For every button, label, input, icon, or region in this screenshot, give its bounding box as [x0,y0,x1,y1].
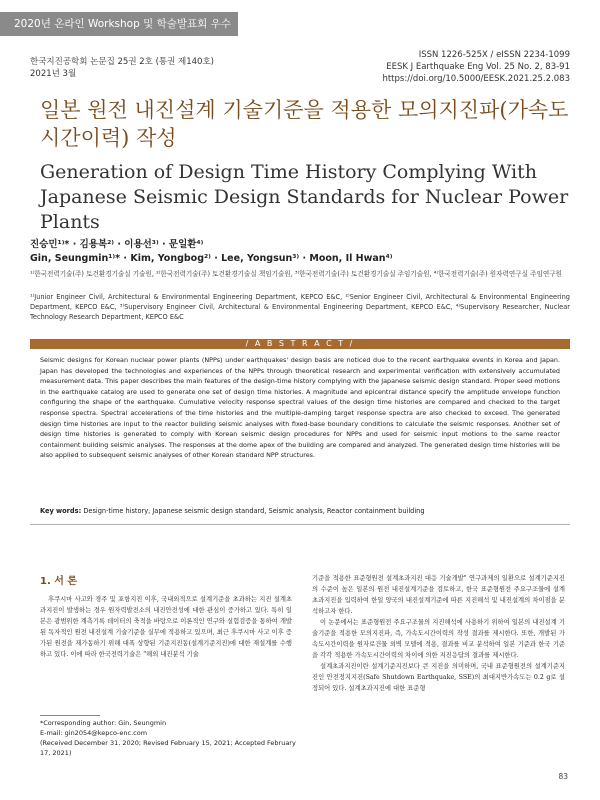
keywords [40,507,560,515]
keywords-list: Design-time history, Japanese seismic design standard, Seismic analysis, Reactor containment building [83,507,425,515]
journal-volume: EESK J Earthquake Eng Vol. 25 No. 2, 83-91 [386,62,570,72]
title-english: Generation of Design Time History Complying With Japanese Seismic Design Standards for Nuclear Power Plants [40,161,569,233]
journal-name-ko: 한국지진공학회 논문집 25권 2호 (통권 제140호) [30,57,214,67]
paragraph: 후쿠시마 사고와 경주 및 포항지진 이후, 국내외적으로 설계기준을 초과하는 지진 설계초과지진이 발생하는 경우 원자력발전소의 내진안전성에 대한 관심이 증가하고 있다. 특히 일본은 광범위한 계측기록 데이터의 축적을 바탕으로 이론적인 연구와 실험검증을 통하여 개발된 독자적인 원전 내진설계 기술기준을 실무에 적용하고 있으며, 최근 후쿠시마 사고 이후 증가된 원전을 재가동하기 위해 대폭 상향된 기준지진동(설계기준지진)에 대한 재설계를 수행하고 있다. 이에 따라 한국전력기술은 "해외 내진분석 기술 [40,596,292,658]
issn: ISSN 1226-525X / eISSN 2234-1099 [418,50,570,60]
body-column-right [312,573,565,694]
authors-korean: 진승민¹⁾* · 김용복²⁾ · 이용선³⁾ · 문일환⁴⁾ [30,239,204,250]
doi-link[interactable]: https://doi.org/10.5000/EESK.2021.25.2.083 [382,74,570,84]
journal-info-right [382,49,570,85]
paragraph: 이 논문에서는 표준형원전 주요구조물의 지진해석에 사용하기 위하여 일본의 내진설계 기술기준을 적용한 모의지진파, 즉, 가속도시간이력의 작성 결과를 제시한다. 또한, 개발된 가속도시간이력을 원자로건물 외벽 모델에 적용, 결과를 비교 분석하여 일본 기준과 한국 기준을 각각 적용한 가속도시간이력의 차이에 의한 지진응답의 결과를 제시한다. [312,619,565,659]
journal-date: 2021년 3월 [30,69,77,79]
corresponding-author: *Corresponding author: Gin, Seungmin [40,719,167,727]
paragraph: 기준을 적용한 표준형원전 설계초과지진 대응 기술개발" 연구과제의 일환으로 설계기준지진의 수준이 높은 일본의 원전 내진설계기준을 검토하고, 한국 표준형원전 주요구조물에 설계초과지진을 입력하여 한일 양국의 내진설계기준에 따른 지진해석 및 내진설계의 차이점을 분석하고자 한다. [312,575,565,615]
body-column-left [40,594,292,660]
authors-english: Gin, Seungmin¹⁾* · Kim, Yongbog²⁾ · Lee, Yongsun³⁾ · Moon, Il Hwan⁴⁾ [30,253,393,264]
affiliation-english: ¹⁾Junior Engineer Civil, Architectural & Environmental Engineering Department, KEPCO E&C, ²⁾Senior Engineer Civil, Architectural & Environmental Engineering Department, KEPCO E&C, ³⁾Supervisory Engineer Civil, Architectural & Environmental Engineering Department, KEPCO E&C, ⁴⁾Supervisory Researcher, Nuclear Technology Research Department, KEPCO E&C [30,293,570,321]
footnote-divider [40,715,100,716]
abstract-text: Seismic designs for Korean nuclear power plants (NPPs) under earthquakes' design basis are noticed due to the recent earthquake events in Korea and Japan. Japan has developed the technologies and experiences of the NPPs through theoretical research and experimental verification with extensively accumulated measurement data. This paper describes the main features of the design-time history complying with the Japanese seismic design standard. Proper seed motions in the earthquake catalog are used to generate one set of design time histories. A magnitude and epicentral distance specify the amplitude envelope function configuring the shape of the earthquake. Cumulative velocity response spectral values of the design time histories are compared and checked to the target response spectra. Spectral accelerations of the time histories and the multiple-damping target response spectra are also checked to exceed. The generated design time histories are input to the reactor building seismic analyses with fixed-base boundary conditions to calculate the seismic responses. Another set of design time histories is generated to comply with Korean seismic design procedures for NPPs and used for seismic input motions to the same reactor containment building seismic analyses. The responses at the dome apex of the building are compared and analyzed. The generated design time histories will be also applied to subsequent seismic analyses of other Korean standard NPP structures. [40,356,560,460]
email[interactable]: E-mail: gin2054@kepco-enc.com [40,729,148,737]
keywords-label: Key words: [40,507,82,515]
footnote [40,718,300,758]
journal-info-left [30,56,214,80]
title-korean: 일본 원전 내진설계 기술기준을 적용한 모의지진파(가속도시간이력) 작성 [40,98,569,150]
section-heading-introduction: 1. 서 론 [40,576,78,587]
abstract-header-bar [30,339,570,349]
affiliation-korean: ¹⁾한국전력기술(주) 토건환경기술실 기술원, ²⁾한국전력기술(주) 토건환경기술실 책임기술원, ³⁾한국전력기술(주) 토건환경기술실 주임기술원, ⁴⁾한국전력기술(주) 원자력연구실 주임연구원 [30,270,562,278]
paragraph: 설계초과지진이란 설계기준지진보다 큰 지진을 의미하며, 국내 표준형원전의 설계기준지진인 안전정지지진(Safe Shutdown Earthquake, SSE)의 최대지반가속도는 0.2 g로 설정되어 있다. 설계초과지진에 대한 표준형 [312,663,565,692]
page-number: 83 [558,772,568,781]
award-banner: 2020년 온라인 Workshop 및 학술발표회 우수 논문 [0,12,238,36]
divider [30,524,570,525]
received-dates: (Received December 31, 2020; Revised February 15, 2021; Accepted February 17, 2021) [40,739,296,757]
abstract-label: / A B S T R A C T / [240,339,361,348]
